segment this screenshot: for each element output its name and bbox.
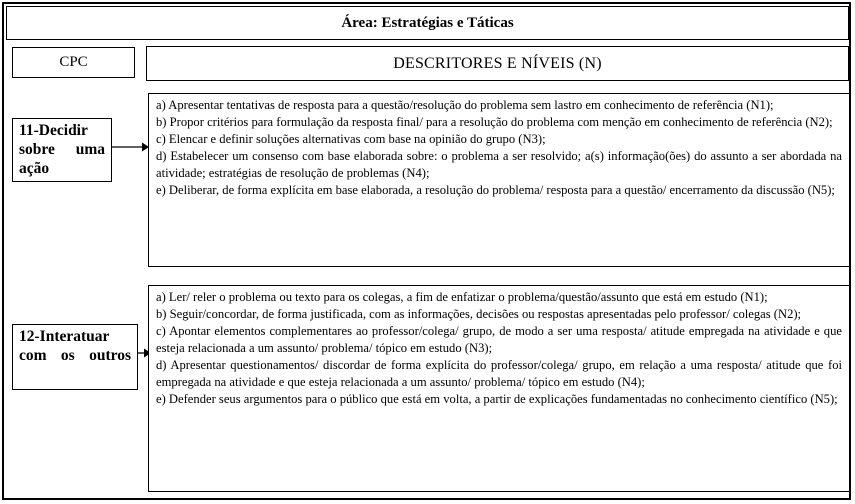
descritor-item: a) Ler/ reler o problema ou texto para os colegas, a fim de enfatizar o problema/questão/assunto que está em estudo (N1); <box>156 290 768 304</box>
descritores-box <box>148 93 850 267</box>
descritor-item: b) Propor critérios para formulação da resposta final/ para a resolução do problema com menção em conhecimento de referência (N2); <box>156 115 833 129</box>
competencia-label: 11-Decidir sobre uma ação <box>12 118 112 182</box>
descritor-item: e) Defender seus argumentos para o público que está em volta, a partir de explicações fundamentadas no conhecimento científico (N5); <box>156 392 838 406</box>
descritor-item: c) Apontar elementos complementares ao professor/colega/ grupo, de modo a ser uma resposta/ atitude empregada na atividade e que esteja relacionada a um assunto/ problema/ tópico em estudo (N3); <box>156 324 842 355</box>
descritor-item: d) Apresentar questionamentos/ discordar de forma explícita do professor/colega/ grupo, em relação a uma resposta/ atitude que foi empregada na atividade e que esteja relacionada a um assunto/ problema/ tópico em estudo (N4); <box>156 358 842 389</box>
descritor-item: a) Apresentar tentativas de resposta para a questão/resolução do problema sem lastro em conhecimento de referência (N1); <box>156 98 774 112</box>
descritores-header: DESCRITORES E NÍVEIS (N) <box>146 46 849 81</box>
cpc-header: CPC <box>12 47 135 78</box>
descritor-item: d) Estabelecer um consenso com base elaborada sobre: o problema a ser resolvido; a(s) informação(ões) do assunto a ser abordada na atividade; estratégias de resolução de problemas (N4); <box>156 149 842 180</box>
descritor-item: c) Elencar e definir soluções alternativas com base na opinião do grupo (N3); <box>156 132 546 146</box>
area-title: Área: Estratégias e Táticas <box>6 6 849 40</box>
arrow-icon <box>112 140 150 154</box>
descritor-item: b) Seguir/concordar, de forma justificada, com as informações, decisões ou respostas apresentadas pelo professor/ colegas (N2); <box>156 307 802 321</box>
descritores-box <box>148 285 850 492</box>
descritor-item: e) Deliberar, de forma explícita em base elaborada, a resolução do problema/ resposta para a questão/ encerramento da discussão (N5); <box>156 183 835 197</box>
competencia-label: 12-Interatuar com os outros <box>12 324 138 390</box>
